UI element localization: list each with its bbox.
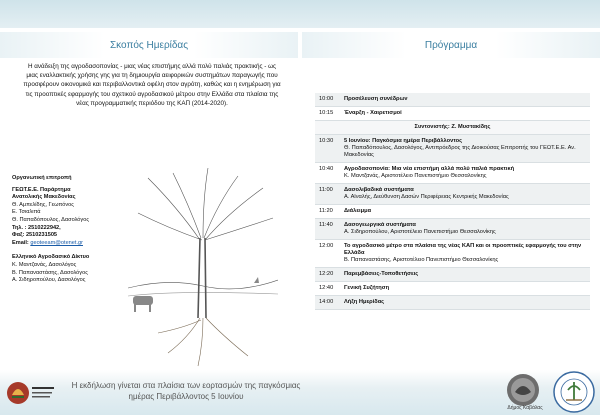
row-title: Παρεμβάσεις-Τοποθετήσεις xyxy=(344,271,419,277)
row-time: 11:40 xyxy=(319,222,333,228)
email-line xyxy=(12,240,122,248)
row-title: Διάλειμμα xyxy=(344,208,372,214)
kavala-seal xyxy=(505,372,541,408)
row-time: 12:00 xyxy=(319,243,334,249)
program-table xyxy=(315,93,590,310)
intro-text: Η ανάδειξη της αγροδασοπονίας - μιας νέας επιστήμης αλλά πολύ παλιάς πρακτικής - ως μιας εναλλακτικής χρήσης γης για τη δημιουργία αειφορικών συστημάτων παραγωγής που προσφέρουν οικονομικά και περιβαλλοντικά οφέλη στον αγρότη, καθώς και η ενημέρωση για τις προοπτικές εφαρμογής του σχετικού αγροδασικού μέτρου στην Ελλάδα στα πλαίσια της νέας προγραμματικής περιόδου της ΚΑΠ (2014-2020). xyxy=(23,63,281,107)
organizing-committee xyxy=(12,175,122,285)
program-row xyxy=(315,163,590,184)
fax: Φαξ: 2510231505 xyxy=(12,232,58,239)
program-row xyxy=(315,135,590,163)
program-row xyxy=(315,219,590,240)
geotee-logo xyxy=(4,373,56,413)
member: Ε. Τσιαλιπά xyxy=(12,209,41,216)
row-speaker: Α. Σιδηροπούλου, Αριστοτέλειο Πανεπιστήμιο Θεσσαλονίκης xyxy=(344,229,496,235)
program-row xyxy=(315,93,590,107)
section-title-purpose: Σκοπός Ημερίδας xyxy=(0,32,298,58)
row-title: Λήξη Ημερίδας xyxy=(344,299,385,305)
row-speaker: Θ. Παπαδόπουλος, Δασολόγος, Αντιπρόεδρος της Διοικούσας Επιτροπής του ΓΕΩΤ.Ε.Ε. Αν. Μακεδονίας xyxy=(344,145,576,158)
program-row xyxy=(315,282,590,296)
org2-name: Ελληνικό Αγροδασικό Δίκτυο xyxy=(12,254,90,261)
row-time: 11:00 xyxy=(319,187,333,193)
intro-block xyxy=(12,62,292,108)
row-speaker: Β. Παπαναστάσης, Αριστοτέλειο Πανεπιστήμιο Θεσσαλονίκης xyxy=(344,257,499,263)
member: Θ. Παπαδόπουλος, Δασολόγος xyxy=(12,216,90,223)
program-row xyxy=(315,296,590,310)
email-link[interactable]: geoteeam@otenet.gr xyxy=(30,239,83,246)
row-time: 10:15 xyxy=(319,110,334,116)
row-title: Προσέλευση συνέδρων xyxy=(344,96,408,102)
tree-landscape-illustration xyxy=(128,168,278,368)
row-title: Δασογεωργικά συστήματα xyxy=(344,222,416,228)
agroforestry-network-seal xyxy=(552,370,596,414)
member: Θ. Αμπελίδης, Γεωπόνος xyxy=(12,201,74,208)
email-label: Email: xyxy=(12,239,31,246)
row-speaker: Α. Αϊναλής, Διεύθυνση Δασών Περιφέρειας Κεντρικής Μακεδονίας xyxy=(344,194,509,200)
phone: Τηλ. : 2510222942, xyxy=(12,224,61,231)
row-time: 12:20 xyxy=(319,271,334,277)
member: Α. Σιδηροπούλου, Δασολόγος xyxy=(12,277,86,284)
moderator-row: Συντονιστής: Ζ. Μυστακίδης xyxy=(315,121,590,135)
member: Β. Παπαναστάσης, Δασολόγος xyxy=(12,269,88,276)
program-row xyxy=(315,205,590,219)
footer-note: Η εκδήλωση γίνεται στα πλαίσια των εορτασμών της παγκόσμιας ημέρας Περιβάλλοντος 5 Ιουνίου xyxy=(71,381,301,401)
row-time: 10:00 xyxy=(319,96,334,102)
top-band xyxy=(0,0,600,28)
program-row xyxy=(315,240,590,268)
program-row xyxy=(315,184,590,205)
row-title: Αγροδασοπονία: Μια νέα επιστήμη αλλά πολύ παλιά πρακτική xyxy=(344,166,515,172)
row-time: 14:00 xyxy=(319,299,334,305)
row-time: 12:40 xyxy=(319,285,334,291)
city-caption: Δήμος Καβάλας xyxy=(507,405,543,411)
section-title-program: Πρόγραμμα xyxy=(302,32,600,58)
row-speaker: Κ. Μαντζανάς, Αριστοτέλειο Πανεπιστήμιο Θεσσαλονίκης xyxy=(344,173,487,179)
row-title: Έναρξη - Χαιρετισμοί xyxy=(344,110,402,116)
row-time: 11:20 xyxy=(319,208,333,214)
org-title: Οργανωτική επιτροπή xyxy=(12,175,72,181)
row-time: 10:40 xyxy=(319,166,334,172)
row-title: Γενική Συζήτηση xyxy=(344,285,390,291)
row-title: Δασολιβαδικά συστήματα xyxy=(344,187,414,193)
row-title: Το αγροδασικό μέτρο στα πλαίσια της νέας ΚΑΠ και οι προοπτικές εφαρμογής του στην Ελλάδα xyxy=(344,243,582,256)
program-row xyxy=(315,268,590,282)
row-time: 10:30 xyxy=(319,138,334,144)
org1-line1: ΓΕΩΤ.Ε.Ε. Παράρτημα xyxy=(12,186,71,193)
org1-line2: Ανατολικής Μακεδονίας xyxy=(12,194,76,201)
row-title: 5 Ιουνίου: Παγκόσμια ημέρα Περιβάλλοντος xyxy=(344,138,463,144)
program-row xyxy=(315,107,590,121)
member: Κ. Μαντζανάς, Δασολόγος xyxy=(12,261,77,268)
